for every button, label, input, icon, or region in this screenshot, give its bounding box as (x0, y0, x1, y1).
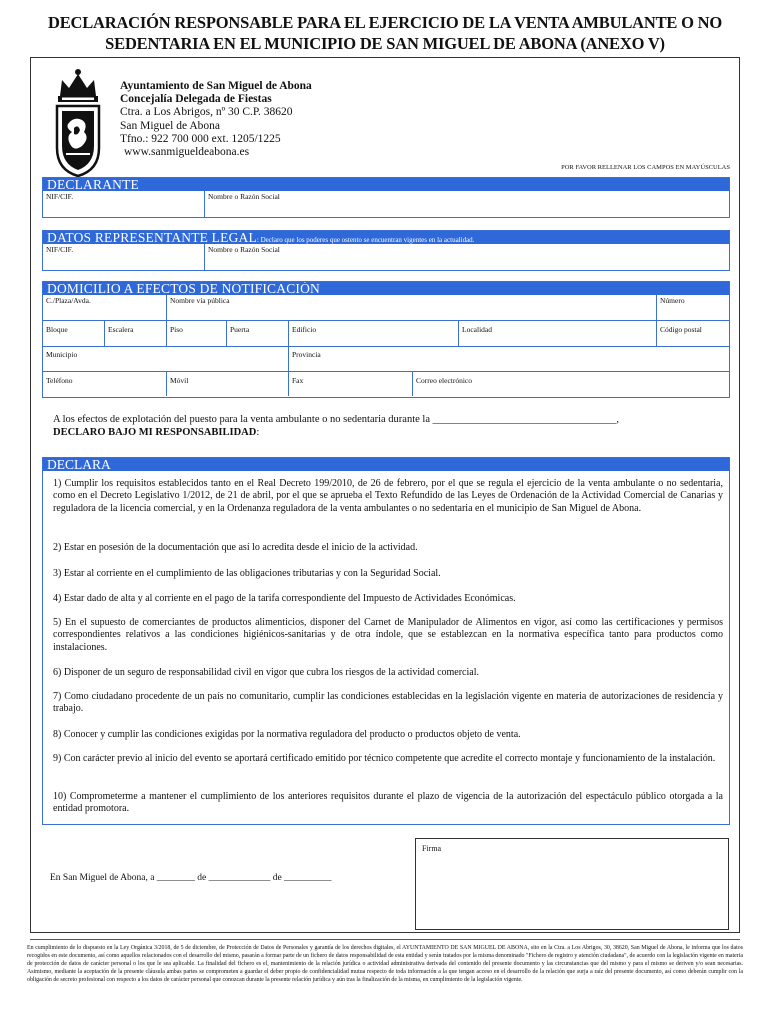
declara-item-7: 7) Como ciudadano procedente de un país no comunitario, cumplir las condiciones establecidas en la legislación vigente en materia de autorizaciones de residencia y trabajo. (53, 691, 723, 715)
via-label: Nombre vía pública (170, 296, 230, 305)
telefono-label: Teléfono (46, 376, 73, 385)
org-phone: Tfno.: 922 700 000 ext. 1205/1225 (120, 132, 281, 145)
representante-header (43, 231, 729, 244)
puerta-label: Puerta (230, 325, 250, 334)
edificio-label: Edificio (292, 325, 317, 334)
org-web: www.sanmigueldeabona.es (124, 146, 250, 159)
correo-field[interactable] (413, 372, 729, 396)
representante-section (42, 230, 730, 271)
nombre-label: Nombre o Razón Social (208, 192, 280, 201)
provincia-field[interactable] (289, 347, 729, 372)
fax-field[interactable] (289, 372, 413, 396)
municipio-label: Municipio (46, 350, 78, 359)
calle-field[interactable] (43, 295, 167, 321)
rep-nif-label: NIF/CIF. (46, 245, 74, 254)
municipio-field[interactable] (43, 347, 289, 372)
representante-subtitle: : Declaro que los poderes que ostento se encuentran vigentes en la actualidad. (256, 236, 475, 244)
movil-label: Móvil (170, 376, 189, 385)
via-field[interactable] (167, 295, 657, 321)
rep-nif-field[interactable] (43, 244, 205, 270)
nif-label: NIF/CIF. (46, 192, 74, 201)
bloque-label: Bloque (46, 325, 68, 334)
escalera-label: Escalera (108, 325, 134, 334)
firma-box[interactable] (415, 838, 729, 930)
nif-field[interactable] (43, 191, 205, 217)
nombre-field[interactable] (205, 191, 729, 217)
declaro-colon: : (256, 427, 260, 438)
org-name: Ayuntamiento de San Miguel de Abona (120, 80, 312, 92)
localidad-field[interactable] (459, 321, 657, 347)
org-address: Ctra. a Los Abrigos, nº 30 C.P. 38620 (120, 106, 293, 119)
rep-nombre-label: Nombre o Razón Social (208, 245, 280, 254)
coat-of-arms-icon (52, 66, 104, 178)
page-title: DECLARACIÓN RESPONSABLE PARA EL EJERCICIO DE LA VENTA AMBULANTE O NO SEDENTARIA EN EL MUNICIPIO DE SAN MIGUEL DE ABONA (ANEXO V) (47, 13, 723, 53)
explotacion-statement (53, 413, 733, 439)
puerta-field[interactable] (227, 321, 289, 347)
declara-item-4: 4) Estar dado de alta y al corriente en el pago de la tarifa correspondiente del Impuesto de Actividades Económicas. (53, 593, 516, 604)
representante-title: DATOS REPRESENTANTE LEGAL (47, 231, 257, 244)
declara-item-6: 6) Disponer de un seguro de responsabilidad civil en vigor que cubra los riesgos de la actividad comercial. (53, 667, 479, 678)
localidad-label: Localidad (462, 325, 492, 334)
org-city: San Miguel de Abona (120, 119, 220, 132)
legal-notice: En cumplimiento de lo dispuesto en la Ley Orgánica 3/2018, de 5 de diciembre, de Protección de Datos de Personales y garantía de los derechos digitales, el AYUNTAMIENTO DE SAN MIGUEL DE ABONA, sito en la Ctra. a Los Abrigos, 30, 38620, San Miguel de Abona, le informa que los datos recogidos en este documento, así como aquellos relacionados con el desarrollo del mismo, pasarán a formar parte de un fichero de datos responsabilidad de esta entidad y serán tratados por la misma denominado "Fichero de registro y atención ciudadana", de acuerdo con la legislación vigente en materia de protección de datos de carácter personal o los que le sea aplicable. La finalidad del fichero es el, mantenimiento de la relación jurídica o actividad administrativa derivada del contenido del presente documento y las circunstancias que del mismo y para el mismo se deriven y/o sean necesarias. Asimismo, mediante la aceptación de la presente cláusula ambas partes se comprometen a guardar el deber propio de confidencialidad mutua respecto de toda información a la que tengan acceso en el desarrollo de la relación que surja a raíz del presente documento, así como deberán cumplir con la obligación de secreto profesional con respecto a los datos de carácter personal que conozcan durante la presente relación jurídica y aún tras la finalización de la misma, en cumplimiento de la legislación vigente. (27, 945, 743, 984)
declara-item-2: 2) Estar en posesión de la documentación que así lo acredita desde el inicio de la actividad. (53, 542, 418, 553)
domicilio-section (42, 281, 730, 398)
telefono-field[interactable] (43, 372, 167, 396)
explotacion-line: A los efectos de explotación del puesto para la venta ambulante o no sedentaria durante la ___________________________________, (53, 414, 619, 425)
declara-header: DECLARA (43, 458, 729, 471)
escalera-field[interactable] (105, 321, 167, 347)
fax-label: Fax (292, 376, 304, 385)
movil-field[interactable] (167, 372, 289, 396)
domicilio-header: DOMICILIO A EFECTOS DE NOTIFICACIÓN (43, 282, 729, 295)
declara-item-8: 8) Conocer y cumplir las condiciones exigidas por la normativa reguladora del producto o productos objeto de venta. (53, 729, 521, 740)
org-dept: Concejalía Delegada de Fiestas (120, 93, 272, 106)
declara-item-3: 3) Estar al corriente en el cumplimiento de las obligaciones tributarias y con la Seguridad Social. (53, 568, 441, 579)
firma-label: Firma (422, 844, 442, 853)
declaro-bold: DECLARO BAJO MI RESPONSABILIDAD (53, 427, 257, 438)
numero-label: Número (660, 296, 685, 305)
declarante-header: DECLARANTE (43, 178, 729, 191)
calle-label: C./Plaza/Avda. (46, 296, 91, 305)
rep-nombre-field[interactable] (205, 244, 729, 270)
declara-item-9: 9) Con carácter previo al inicio del evento se aportará certificado emitido por técnico competente que acredite el correcto montaje y funcionamiento de la instalación. (53, 753, 716, 764)
divider (30, 939, 740, 940)
edificio-field[interactable] (289, 321, 459, 347)
cp-label: Código postal (660, 325, 702, 334)
declarante-section (42, 177, 730, 218)
declara-item-10: 10) Comprometerme a mantener el cumplimiento de los anteriores requisitos durante el plazo de vigencia de la autorización del espectáculo público otorgada a la entidad promotora. (53, 791, 723, 815)
declara-section (42, 457, 730, 825)
declara-item-1: 1) Cumplir los requisitos establecidos tanto en el Real Decreto 199/2010, de 26 de febrero, por el que se regula el ejercicio de la venta ambulante o no sedentaria, como en el Decreto Legislativo 1/2012, de 21 de abril, por el que se aprueba el Texto Refundido de las Leyes de Ordenación de la Actividad Comercial de Canarias y reguladora de la licencia comercial, y en la Ordenanza reguladora de la venta ambulantes o no sedentaria en el municipio de San Miguel de Abona. (53, 478, 723, 514)
bloque-field[interactable] (43, 321, 105, 347)
piso-label: Piso (170, 325, 183, 334)
numero-field[interactable] (657, 295, 729, 321)
cp-field[interactable] (657, 321, 729, 347)
provincia-label: Provincia (292, 350, 321, 359)
place-date-line: En San Miguel de Abona, a ________ de _____________ de __________ (50, 873, 332, 883)
correo-label: Correo electrónico (416, 376, 473, 385)
declara-item-5: 5) En el supuesto de comerciantes de productos alimenticios, disponer del Carnet de Manipulador de Alimentos en vigor, así como las certificaciones y permisos correspondientes relativos a las condiciones higiénicos-sanitarias y de otra índole, que se establezcan en la normativa específica tanto para productos como instalaciones. (53, 617, 723, 653)
capitals-note: POR FAVOR RELLENAR LOS CAMPOS EN MAYÚSCULAS (561, 164, 730, 171)
piso-field[interactable] (167, 321, 227, 347)
organization-block (120, 80, 312, 159)
